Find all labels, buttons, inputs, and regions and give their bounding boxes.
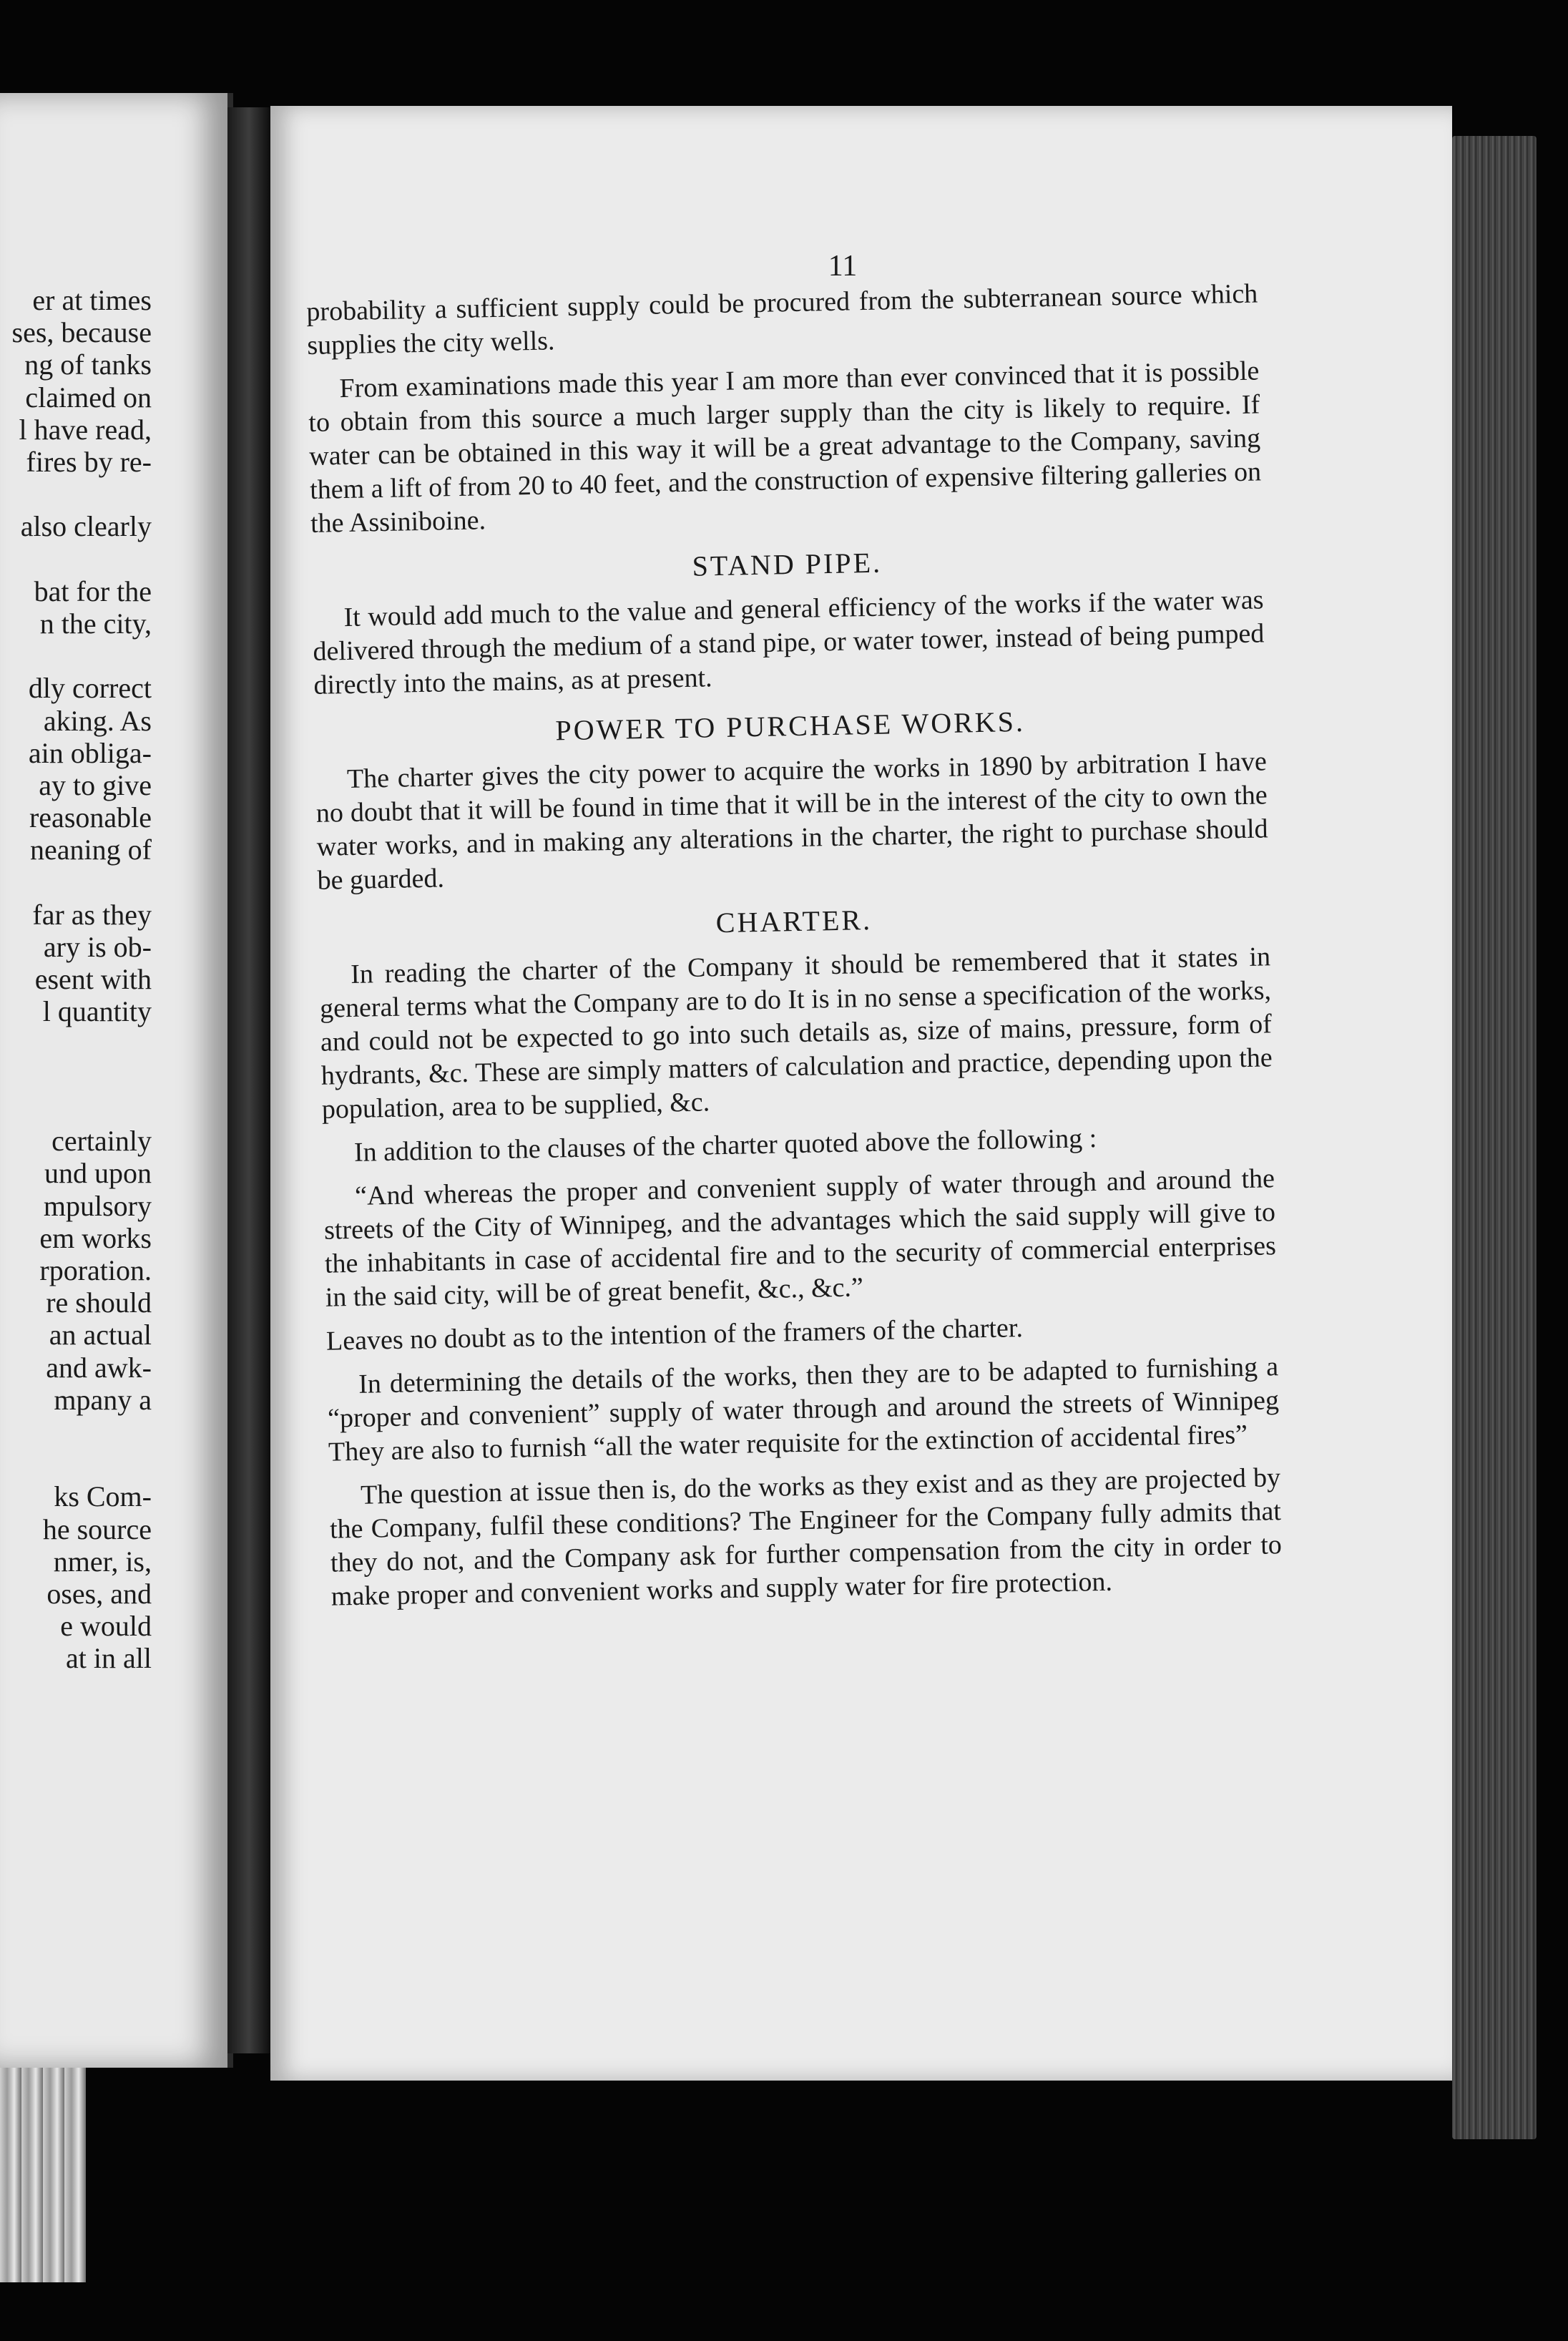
paragraph: Leaves no doubt as to the intention of the framers of the charter. [325, 1313, 1024, 1357]
book-gutter [227, 107, 270, 2053]
left-page-line: ses, because [11, 316, 152, 349]
left-page-line: claimed on [25, 381, 152, 414]
left-page-line: mpany a [54, 1383, 152, 1416]
paragraph: “And whereas the proper and convenient supply of water through and around the streets of the City of Winnipeg, and the advantages which the said supply will give to the inhabitants in case of accidental fire and to the security of commercial enterprises in the said city, will be of great benefit, &c., &c.” [323, 1163, 1277, 1313]
page-body [306, 277, 1283, 1623]
left-page-line: ay to give [39, 769, 152, 801]
paragraph: probability a sufficient supply could be procured from the subterranean source which supplies the city wells. [306, 278, 1258, 361]
left-page-line: re should [46, 1286, 152, 1319]
left-page-line: n the city, [39, 607, 152, 640]
section-heading: POWER TO PURCHASE WORKS. [555, 705, 1026, 747]
left-page-line: certainly [52, 1125, 152, 1158]
left-page-edges [0, 2068, 86, 2282]
left-page-line: fires by re- [26, 446, 152, 478]
paragraph: It would add much to the value and general efficiency of the works if the water was delivered through the medium of a stand pipe, or water tower, instead of being pumped directly into the mains, as at present. [313, 585, 1265, 700]
paragraph: In addition to the clauses of the charter quoted above the following : [353, 1123, 1097, 1168]
left-page-line: also clearly [20, 510, 152, 543]
left-page-line: e would [60, 1610, 152, 1643]
right-page-edges [1452, 136, 1537, 2139]
main-page [270, 106, 1452, 2081]
left-page-line: reasonable [29, 801, 152, 834]
left-page-line: and awk- [46, 1351, 152, 1384]
left-page-line: dly correct [28, 672, 152, 705]
paragraph: From examinations made this year I am more than ever convinced that it is possible to obtain from this source a much larger supply than the city is likely to require. If water can be obtained in this way it will be a great advantage to the Company, saving them a lift of from 20 to 40 feet, and the construction of expensive filtering galleries on the Assiniboine. [308, 356, 1262, 539]
left-page-line: aking. As [43, 704, 152, 737]
left-page-line: und upon [44, 1157, 152, 1190]
left-page-line: ks Com- [54, 1480, 152, 1513]
left-page-line: far as they [32, 898, 152, 931]
left-page-line: mpulsory [43, 1189, 152, 1222]
left-page-line: oses, and [46, 1578, 152, 1610]
section-heading: STAND PIPE. [692, 546, 883, 582]
left-page-line: bat for the [34, 575, 152, 607]
paragraph: In reading the charter of the Company it should be remembered that it states in general terms what the Company are to do It is in no sense a specification of the works, and could not be expected to go into such details as, size of mains, pressure, form of hydrants, &c. These are simply matters of calculation and practice, depending upon the population, area to be supplied, &c. [319, 942, 1273, 1125]
left-page-line: ain obliga- [28, 736, 152, 769]
section-heading: CHARTER. [715, 903, 873, 939]
page-number: 11 [828, 250, 858, 283]
left-page-line: esent with [34, 963, 152, 996]
left-page-line: em works [39, 1221, 152, 1254]
left-page-line: er at times [32, 284, 152, 316]
paragraph: In determining the details of the works, then they are to be adapted to furnishing a “proper and convenient” supply of water through and around the streets of Winnipeg They are also to furnish “all the water requisite for the extinction of accidental fires” [327, 1352, 1280, 1467]
left-page-line: neaning of [30, 834, 152, 866]
left-page-line: l quantity [42, 995, 152, 1028]
left-page-line: l have read, [19, 413, 152, 446]
paragraph: The charter gives the city power to acquire the works in 1890 by arbitration I have no doubt that it will be found in time that it will be in the interest of the city to own the water works, and in making any alterations in the charter, the right to purchase should be guarded. [315, 746, 1268, 896]
left-page-line: at in all [66, 1642, 152, 1675]
left-page-line: nmer, is, [53, 1545, 152, 1578]
left-page-line: rporation. [39, 1254, 152, 1286]
left-page-line: ary is ob- [43, 931, 152, 963]
left-page-line: ng of tanks [24, 348, 152, 381]
paragraph: The question at issue then is, do the works as they exist and as they are projected by the Company, fulfil these conditions? The Engineer for the Company fully admits that they do not, and the Company ask for further compensation from the city in order to make proper and convenient works and supply water for fire protection. [329, 1462, 1283, 1612]
left-page-line: an actual [49, 1319, 152, 1352]
left-facing-page [0, 93, 233, 2068]
left-page-line: he source [42, 1512, 152, 1545]
